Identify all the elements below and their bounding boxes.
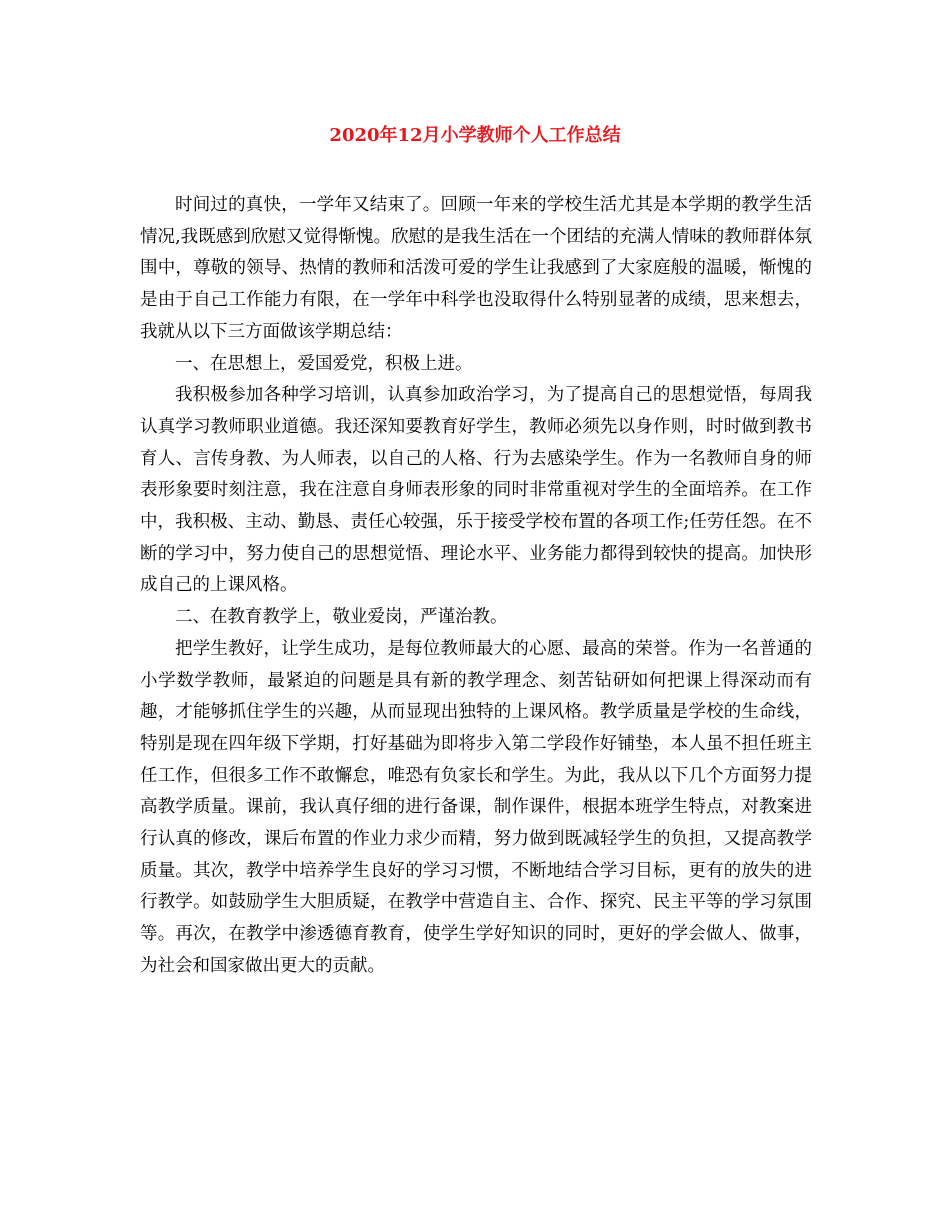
document-title: 2020年12月小学教师个人工作总结 <box>329 125 621 146</box>
section-heading-teaching: 二、在教育教学上，敬业爱岗，严谨治教。 <box>175 607 508 628</box>
document-body <box>140 190 812 983</box>
section-heading-ideology: 一、在思想上，爱国爱党，积极上进。 <box>175 353 473 374</box>
paragraph-teaching: 把学生教好，让学生成功，是每位教师最大的心愿、最高的荣誉。作为一名普通的小学数学教师，最紧迫的问题是具有新的教学理念、刻苦钻研如何把课上得深动而有趣，才能够抓住学生的兴趣，从而显现出独特的上课风格。教学质量是学校的生命线，特别是现在四年级下学期，打好基础为即将步入第二学段作好铺垫，本人虽不担任班主任工作，但很多工作不敢懈怠，唯恐有负家长和学生。为此，我从以下几个方面努力提高教学质量。课前，我认真仔细的进行备课，制作课件，根据本班学生特点，对教案进行认真的修改，课后布置的作业力求少而精，努力做到既减轻学生的负担，又提高教学质量。其次，教学中培养学生良好的学习习惯，不断地结合学习目标，更有的放失的进行教学。如鼓励学生大胆质疑，在教学中营造自主、合作、探究、民主平等的学习氛围等。再次，在教学中渗透德育教育，使学生学好知识的同时，更好的学会做人、做事，为社会和国家做出更大的贡献。 <box>140 638 812 976</box>
paragraph-intro: 时间过的真快，一学年又结束了。回顾一年来的学校生活尤其是本学期的教学生活情况,我既感到欣慰又觉得惭愧。欣慰的是我生活在一个团结的充满人情味的教师群体氛围中，尊敬的领导、热情的教师和活泼可爱的学生让我感到了大家庭般的温暖，惭愧的是由于自己工作能力有限，在一学年中科学也没取得什么特别显著的成绩，思来想去，我就从以下三方面做该学期总结： <box>140 195 812 342</box>
paragraph-ideology: 我积极参加各种学习培训，认真参加政治学习，为了提高自己的思想觉悟，每周我认真学习教师职业道德。我还深知要教育好学生，教师必须先以身作则，时时做到教书育人、言传身教、为人师表，以自己的人格、行为去感染学生。作为一名教师自身的师表形象要时刻注意，我在注意自身师表形象的同时非常重视对学生的全面培养。在工作中，我积极、主动、勤恳、责任心较强，乐于接受学校布置的各项工作;任劳任怨。在不断的学习中，努力使自己的思想觉悟、理论水平、业务能力都得到较快的提高。加快形成自己的上课风格。 <box>140 385 812 596</box>
